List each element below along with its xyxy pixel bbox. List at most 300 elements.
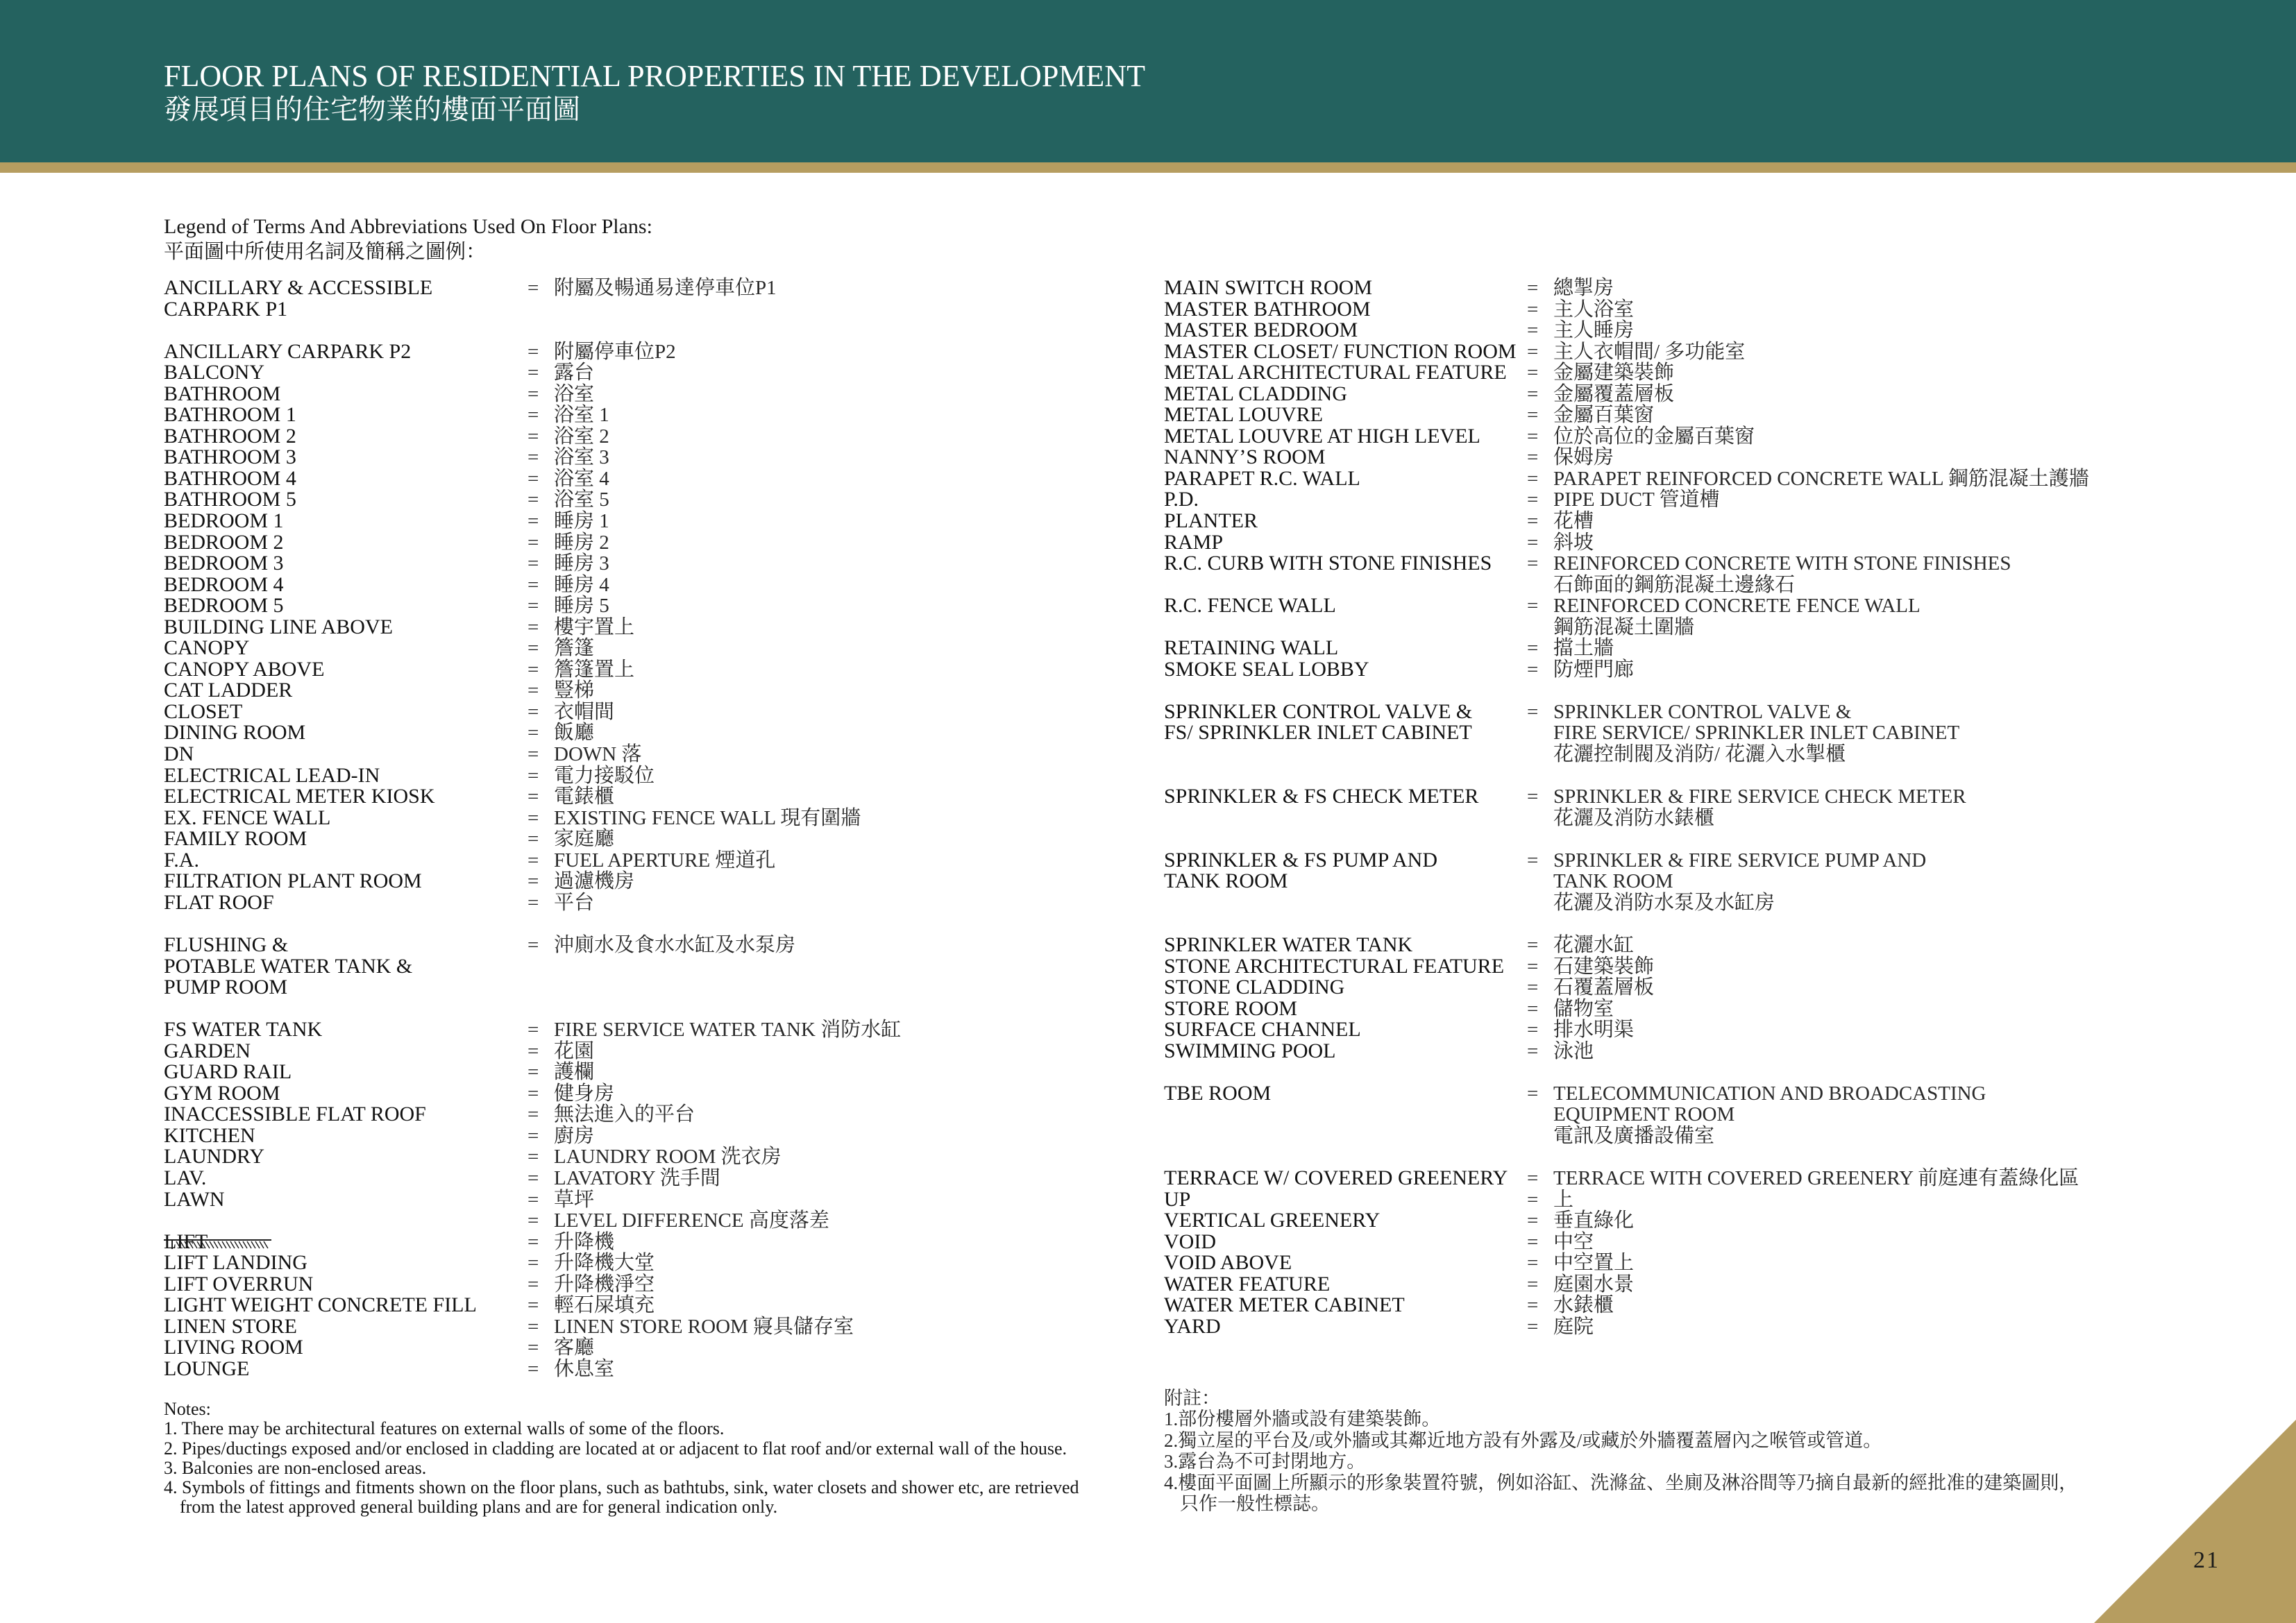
legend-definition-line: 露台	[554, 362, 595, 384]
legend-definition-line: 休息室	[554, 1357, 615, 1380]
legend-definition-line: 豎梯	[554, 679, 595, 702]
legend-term	[164, 808, 527, 829]
equals-sign: =	[1527, 1166, 1539, 1189]
legend-entry	[164, 1295, 1136, 1316]
legend-term-line: VOID	[1164, 1230, 1216, 1253]
legend-definition-line: 草坪	[554, 1188, 595, 1211]
legend-term	[1164, 384, 1527, 405]
legend-group	[164, 1019, 1136, 1379]
legend-entry	[164, 1083, 1136, 1105]
legend-term	[164, 617, 527, 638]
legend-definition-line: 金屬覆蓋層板	[1553, 382, 1675, 405]
legend-term-line: MASTER BEDROOM	[1164, 318, 1358, 342]
legend-definition-line: 睡房 4	[554, 573, 609, 596]
legend-term	[164, 468, 527, 490]
legend-definition-line: PARAPET REINFORCED CONCRETE WALL 鋼筋混凝土護牆	[1553, 467, 2089, 490]
legend-term-line: P.D.	[1164, 488, 1199, 511]
legend-definition	[554, 935, 795, 956]
legend-term-line: BATHROOM 1	[164, 403, 296, 427]
legend-definition-line: 樓宇置上	[554, 615, 635, 638]
legend-definition	[1553, 532, 1594, 554]
legend-term-line: LINEN STORE	[164, 1314, 297, 1338]
legend-term-line: BEDROOM 2	[164, 530, 284, 554]
legend-term	[1164, 1210, 1527, 1232]
header-gold-stripe	[0, 162, 2296, 173]
legend-definition	[1553, 1189, 1573, 1211]
legend-group	[1164, 1083, 2247, 1147]
equals-sign: =	[1527, 404, 1539, 427]
legend-term-line: NANNY’S ROOM	[1164, 445, 1326, 469]
legend-term	[164, 786, 527, 808]
equals-sign: =	[527, 1019, 539, 1042]
equals-sign: =	[1527, 1039, 1539, 1062]
legend-term-line: FILTRATION PLANT ROOM	[164, 869, 422, 893]
legend-definition	[1553, 489, 1720, 511]
legend-entry	[164, 850, 1136, 872]
legend-definition-line: 電訊及廣播設備室	[1553, 1124, 1715, 1147]
legend-definition-line: FUEL APERTURE 煙道孔	[554, 849, 776, 872]
legend-definition	[554, 1104, 695, 1125]
legend-heading-chinese: 平面圖中所使用名詞及簡稱之圖例：	[164, 241, 487, 263]
equals-sign: =	[527, 637, 539, 660]
legend-term	[1164, 956, 1527, 978]
equals-sign: =	[527, 828, 539, 851]
legend-term	[164, 1295, 527, 1316]
legend-definition	[554, 511, 609, 532]
equals-sign: =	[527, 785, 539, 808]
legend-definition	[1553, 299, 1634, 321]
legend-term	[164, 1274, 527, 1295]
legend-term-line: EX. FENCE WALL	[164, 806, 331, 829]
legend-definition	[554, 278, 777, 299]
page-title-chinese: 發展項目的住宅物業的樓面平面圖	[164, 94, 580, 125]
legend-definition-line: 浴室 5	[554, 488, 609, 511]
legend-term-line: FS/ SPRINKLER INLET CABINET	[1164, 721, 1472, 745]
legend-definition	[1553, 320, 1634, 341]
legend-term	[164, 384, 527, 405]
legend-definition	[1553, 595, 1921, 638]
equals-sign: =	[527, 806, 539, 829]
legend-definition	[554, 1337, 594, 1359]
legend-term	[1164, 278, 1527, 299]
legend-definition	[1553, 999, 1614, 1020]
legend-term	[1164, 935, 1527, 956]
equals-sign: =	[1527, 1273, 1539, 1295]
legend-term-line: LAUNDRY	[164, 1145, 265, 1169]
legend-term-line: ANCILLARY & ACCESSIBLE	[164, 276, 433, 299]
legend-term-line: R.C. CURB WITH STONE FINISHES	[1164, 552, 1492, 575]
legend-definition	[554, 1041, 594, 1062]
legend-entry	[1164, 1168, 2247, 1189]
legend-definition-line: 升降機淨空	[554, 1273, 655, 1295]
equals-sign: =	[527, 382, 539, 405]
legend-entry	[1164, 1274, 2247, 1295]
legend-heading-english: Legend of Terms And Abbreviations Used On Floor Plans:	[164, 215, 652, 238]
legend-term-line: KITCHEN	[164, 1123, 255, 1147]
legend-definition-line: 睡房 1	[554, 510, 609, 533]
legend-term-line: BATHROOM 5	[164, 488, 296, 511]
equals-sign: =	[1527, 700, 1539, 723]
legend-definition	[554, 595, 609, 617]
equals-sign: =	[527, 404, 539, 427]
legend-entry	[164, 1125, 1136, 1147]
legend-group	[1164, 278, 2247, 680]
legend-definition-line: 睡房 3	[554, 552, 609, 575]
legend-term-line: TBE ROOM	[1164, 1081, 1272, 1105]
legend-definition	[1553, 278, 1614, 299]
legend-term-line: SWIMMING POOL	[1164, 1039, 1336, 1062]
legend-term	[1164, 786, 1527, 808]
legend-definition	[554, 786, 614, 808]
legend-definition-line: 保姆房	[1553, 446, 1614, 469]
legend-term-line: POTABLE WATER TANK &	[164, 954, 413, 978]
equals-sign: =	[527, 1294, 539, 1317]
legend-definition	[554, 765, 655, 787]
legend-entry	[164, 1189, 1136, 1211]
legend-column-right	[1164, 278, 2247, 1337]
legend-term	[1164, 996, 1527, 1020]
legend-term-line: LIFT LANDING	[164, 1251, 307, 1275]
legend-term	[164, 1337, 527, 1359]
legend-definition-line: 浴室 1	[554, 404, 609, 427]
legend-term-line: STONE CLADDING	[1164, 976, 1345, 999]
legend-entry	[1164, 299, 2247, 321]
legend-term	[1164, 1189, 1527, 1211]
legend-entry	[1164, 1041, 2247, 1062]
legend-entry	[164, 808, 1136, 829]
equals-sign: =	[1527, 552, 1539, 575]
legend-definition-line: 健身房	[554, 1082, 615, 1105]
legend-entry	[1164, 1295, 2247, 1316]
legend-term-line: BATHROOM 3	[164, 445, 296, 469]
legend-term-line: ELECTRICAL METER KIOSK	[164, 785, 435, 808]
legend-term	[1164, 1295, 1527, 1316]
legend-definition-line: 垂直綠化	[1553, 1209, 1635, 1232]
equals-sign: =	[527, 1273, 539, 1295]
legend-term-line: ANCILLARY CARPARK P2	[164, 339, 412, 363]
equals-sign: =	[1527, 1209, 1539, 1232]
legend-definition-line: 沖廁水及食水水缸及水泵房	[554, 933, 796, 956]
legend-term-line: LIFT	[164, 1230, 208, 1253]
legend-entry	[164, 892, 1136, 914]
notes-chinese	[1164, 1388, 2136, 1514]
legend-entry	[1164, 341, 2247, 363]
legend-entry	[164, 362, 1136, 384]
legend-term-line: YARD	[1164, 1314, 1221, 1338]
legend-entry	[1164, 1189, 2247, 1211]
equals-sign: =	[527, 1166, 539, 1189]
legend-group	[164, 341, 1136, 914]
legend-definition-line: 花灑水缸	[1553, 933, 1635, 956]
legend-definition-line: EQUIPMENT ROOM	[1553, 1103, 1735, 1126]
legend-entry	[164, 489, 1136, 511]
equals-sign: =	[527, 615, 539, 638]
legend-definition-line: LAVATORY 洗手間	[554, 1166, 720, 1189]
legend-term	[164, 341, 527, 363]
legend-term	[164, 1232, 527, 1253]
equals-sign: =	[1527, 425, 1539, 448]
legend-term	[164, 1062, 527, 1083]
legend-definition	[554, 722, 594, 744]
legend-term	[164, 1359, 527, 1380]
legend-entry	[1164, 996, 2247, 1020]
equals-sign: =	[527, 488, 539, 511]
legend-definition	[1553, 1232, 1594, 1253]
equals-sign: =	[527, 1146, 539, 1169]
legend-definition	[554, 1146, 782, 1168]
legend-term	[164, 595, 527, 617]
legend-entry	[1164, 426, 2247, 448]
legend-term	[1164, 1232, 1527, 1253]
legend-definition-line: 泳池	[1553, 1039, 1594, 1062]
legend-entry	[164, 595, 1136, 617]
legend-definition	[1553, 638, 1614, 659]
legend-term	[1164, 699, 1527, 745]
legend-entry	[164, 722, 1136, 744]
legend-definition-line: 儲物室	[1553, 997, 1614, 1020]
equals-sign: =	[527, 722, 539, 745]
legend-definition	[554, 489, 609, 511]
legend-definition-line: 護欄	[554, 1061, 595, 1084]
legend-definition-line: 輕石屎填充	[554, 1294, 655, 1317]
legend-definition-line: 浴室	[554, 382, 595, 405]
legend-group	[1164, 935, 2247, 1062]
legend-definition	[1553, 786, 1966, 829]
legend-definition-line: LINEN STORE ROOM 寢具儲存室	[554, 1315, 854, 1338]
legend-definition-line: 浴室 3	[554, 446, 609, 469]
legend-entry	[164, 1316, 1136, 1338]
legend-term	[1164, 447, 1527, 468]
legend-term	[164, 850, 527, 872]
equals-sign: =	[527, 700, 539, 723]
legend-definition	[554, 575, 609, 596]
legend-entry	[164, 572, 1136, 596]
equals-sign: =	[527, 870, 539, 893]
legend-entry	[164, 829, 1136, 850]
legend-entry	[1164, 553, 2247, 595]
legend-entry	[1164, 1316, 2247, 1338]
legend-term	[1164, 1252, 1527, 1274]
equals-sign: =	[1527, 997, 1539, 1020]
legend-entry	[164, 532, 1136, 554]
legend-term	[1164, 341, 1527, 363]
legend-term-line: RETAINING WALL	[1164, 636, 1339, 660]
legend-term-line: BALCONY	[164, 361, 265, 384]
legend-term-line: STORE ROOM	[1164, 996, 1297, 1020]
legend-definition	[1553, 511, 1594, 532]
legend-definition-line: 位於高位的金屬百葉窗	[1553, 425, 1755, 448]
legend-definition-line: DOWN 落	[554, 743, 642, 766]
equals-sign: =	[1527, 467, 1539, 490]
equals-sign: =	[527, 1336, 539, 1359]
legend-term-line: SURFACE CHANNEL	[1164, 1018, 1361, 1042]
legend-term-line: BEDROOM 5	[164, 594, 284, 618]
legend-definition-line: 庭園水景	[1553, 1273, 1635, 1295]
legend-term	[164, 659, 527, 681]
legend-definition-line: SPRINKLER & FIRE SERVICE PUMP AND	[1553, 849, 1927, 872]
legend-definition	[1553, 384, 1674, 405]
equals-sign: =	[527, 1357, 539, 1380]
legend-definition-line: 鋼筋混凝土圍牆	[1553, 615, 1695, 638]
legend-entry	[164, 1359, 1136, 1380]
equals-sign: =	[1527, 955, 1539, 978]
legend-definition-line: 主人浴室	[1553, 298, 1635, 321]
equals-sign: =	[1527, 362, 1539, 384]
legend-definition-line: 花灑及消防水錶櫃	[1553, 806, 1715, 829]
note-item-line: 3.露台為不可封閉地方。	[1164, 1451, 1366, 1472]
legend-definition-line: 簷篷置上	[554, 658, 635, 681]
legend-entry	[1164, 511, 2247, 532]
legend-term-line: DINING ROOM	[164, 721, 306, 745]
legend-definition	[554, 341, 676, 363]
legend-entry	[164, 1168, 1136, 1189]
legend-definition-line: 金屬建築裝飾	[1553, 362, 1675, 384]
legend-term-line: SPRINKLER WATER TANK	[1164, 933, 1413, 956]
legend-term-line: METAL LOUVRE AT HIGH LEVEL	[1164, 424, 1480, 448]
legend-definition-line: 金屬百葉窗	[1553, 404, 1655, 427]
legend-term-line: GARDEN	[164, 1039, 251, 1062]
note-item-line: 只作一般性標誌。	[1180, 1493, 1330, 1515]
legend-term	[164, 426, 527, 448]
legend-entry	[164, 680, 1136, 702]
legend-definition	[1553, 1295, 1614, 1316]
legend-definition-line: 升降機	[554, 1230, 615, 1253]
equals-sign: =	[527, 362, 539, 384]
legend-term	[164, 362, 527, 384]
legend-column-left	[164, 278, 1136, 1379]
legend-term	[164, 1019, 527, 1041]
legend-definition	[1553, 956, 1654, 978]
legend-term-line: FS WATER TANK	[164, 1018, 323, 1042]
legend-term-line: CANOPY ABOVE	[164, 657, 325, 681]
legend-entry	[1164, 1083, 2247, 1147]
equals-sign: =	[527, 743, 539, 766]
legend-definition	[554, 1083, 614, 1105]
note-item-line: 1. There may be architectural features on external walls of some of the floors.	[164, 1418, 725, 1439]
legend-entry	[164, 765, 1136, 787]
legend-entry	[164, 1041, 1136, 1062]
legend-definition-line: REINFORCED CONCRETE FENCE WALL	[1553, 595, 1921, 618]
legend-definition	[554, 850, 775, 872]
legend-entry	[164, 935, 1136, 999]
legend-term-line: CANOPY	[164, 636, 250, 660]
legend-term-line: FAMILY ROOM	[164, 827, 307, 851]
legend-definition-line: 飯廳	[554, 722, 595, 745]
legend-definition	[554, 892, 594, 914]
legend-entry	[1164, 699, 2247, 766]
legend-term	[164, 722, 527, 744]
legend-term-line: BATHROOM 4	[164, 466, 296, 490]
legend-term-line: VOID ABOVE	[1164, 1251, 1292, 1275]
equals-sign: =	[527, 1124, 539, 1147]
legend-definition	[1553, 977, 1654, 999]
legend-definition-line: 花灑控制閥及消防/ 花灑入水掣櫃	[1553, 743, 1846, 766]
legend-definition-line: 上	[1553, 1188, 1574, 1211]
legend-term-line: BATHROOM	[164, 382, 281, 405]
legend-definition-line: 浴室 2	[554, 425, 609, 448]
legend-term	[1164, 659, 1527, 681]
legend-definition	[554, 638, 594, 659]
legend-term	[164, 1189, 527, 1211]
legend-definition	[554, 617, 634, 638]
legend-definition	[1553, 1210, 1634, 1232]
legend-term-line: CAT LADDER	[164, 679, 293, 702]
legend-definition	[554, 1232, 614, 1253]
equals-sign: =	[1527, 488, 1539, 511]
legend-definition-line: 平台	[554, 891, 595, 914]
legend-definition	[1553, 447, 1614, 468]
legend-entry	[1164, 659, 2247, 681]
legend-group	[1164, 786, 2247, 829]
legend-entry	[164, 871, 1136, 892]
equals-sign: =	[527, 1315, 539, 1338]
legend-term-line: BEDROOM 1	[164, 509, 284, 533]
legend-entry	[164, 553, 1136, 575]
equals-sign: =	[527, 425, 539, 448]
equals-sign: =	[1527, 277, 1539, 299]
legend-definition	[1553, 659, 1634, 681]
legend-term	[1164, 1041, 1527, 1062]
legend-entry	[1164, 405, 2247, 426]
legend-entry	[164, 1104, 1136, 1125]
legend-term-line: PARAPET R.C. WALL	[1164, 466, 1360, 490]
legend-term-line: SPRINKLER & FS PUMP AND	[1164, 848, 1437, 872]
equals-sign: =	[1527, 1082, 1539, 1105]
legend-definition-line: 石覆蓋層板	[1553, 976, 1655, 999]
equals-sign: =	[527, 595, 539, 618]
legend-term-line: R.C. FENCE WALL	[1164, 594, 1336, 618]
legend-definition-line: 升降機大堂	[554, 1252, 655, 1275]
legend-term-line: CLOSET	[164, 699, 243, 723]
legend-entry	[164, 1252, 1136, 1274]
equals-sign: =	[1527, 637, 1539, 660]
legend-term	[164, 1125, 527, 1147]
legend-term-line: TERRACE W/ COVERED GREENERY	[1164, 1166, 1508, 1189]
legend-entry	[1164, 489, 2247, 511]
legend-entry	[164, 426, 1136, 448]
legend-term	[1164, 1274, 1527, 1295]
legend-term	[164, 1104, 527, 1125]
legend-term	[1164, 511, 1527, 532]
legend-definition-line: 水錶櫃	[1553, 1294, 1614, 1317]
legend-term	[164, 572, 527, 596]
legend-definition-line: 主人衣帽間/ 多功能室	[1553, 340, 1746, 363]
legend-definition-line: 廚房	[554, 1124, 595, 1147]
legend-definition-line: 家庭廳	[554, 828, 615, 851]
legend-entry	[1164, 850, 2247, 914]
legend-entry	[164, 1146, 1136, 1168]
legend-entry	[164, 341, 1136, 363]
legend-definition-line: 主人睡房	[1553, 319, 1635, 342]
legend-definition	[554, 1168, 720, 1189]
legend-definition	[554, 1316, 854, 1338]
legend-definition	[554, 468, 609, 490]
legend-entry	[164, 659, 1136, 681]
legend-definition	[1553, 1168, 2079, 1189]
legend-term	[164, 553, 527, 575]
legend-term-line: GUARD RAIL	[164, 1060, 292, 1084]
legend-entry	[164, 447, 1136, 468]
legend-entry	[1164, 278, 2247, 299]
legend-definition	[1553, 935, 1634, 956]
legend-definition	[554, 362, 594, 384]
legend-definition	[554, 532, 609, 554]
legend-term-line: SPRINKLER CONTROL VALVE &	[1164, 699, 1473, 723]
legend-term	[164, 532, 527, 554]
legend-entry	[1164, 1252, 2247, 1274]
equals-sign: =	[527, 1252, 539, 1275]
legend-term	[164, 405, 527, 426]
